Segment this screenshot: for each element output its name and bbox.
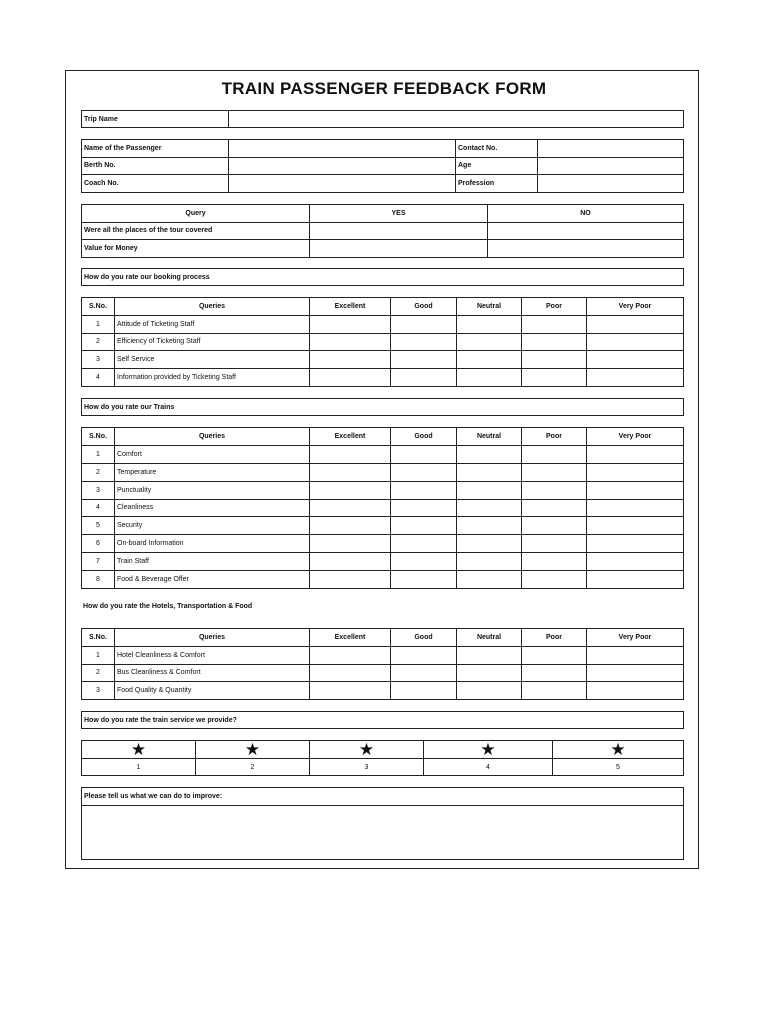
header-excellent: Excellent (310, 298, 391, 316)
rating-cell[interactable] (310, 682, 391, 700)
rating-cell[interactable] (587, 315, 684, 333)
header-excellent: Excellent (310, 428, 391, 446)
table-row (82, 333, 684, 351)
header-sno: S.No. (82, 629, 115, 647)
row-query: Train Staff (115, 553, 310, 571)
table-row (82, 571, 684, 589)
header-sno: S.No. (82, 428, 115, 446)
stars-table (81, 740, 684, 776)
star-number-label: 4 (424, 759, 553, 776)
star-number-label: 2 (196, 759, 310, 776)
rating-cell[interactable] (522, 535, 587, 553)
rating-cell[interactable] (587, 571, 684, 589)
star-option-2[interactable] (196, 741, 310, 759)
profession-field[interactable] (538, 175, 684, 193)
row-query: Self Service (115, 351, 310, 369)
row-number: 4 (82, 499, 115, 517)
rating-cell[interactable] (587, 517, 684, 535)
row-query: Food Quality & Quantity (115, 682, 310, 700)
hotels-table (81, 628, 684, 700)
row-number: 1 (82, 646, 115, 664)
yesno-row-label: Were all the places of the tour covered (82, 222, 310, 240)
rating-cell[interactable] (310, 517, 391, 535)
rating-cell[interactable] (522, 369, 587, 387)
header-poor: Poor (522, 428, 587, 446)
header-excellent: Excellent (310, 629, 391, 647)
hotels-heading: How do you rate the Hotels, Transportation & Food (83, 603, 253, 610)
booking-table (81, 297, 684, 387)
star-icon: ★ (610, 740, 626, 759)
no-cell[interactable] (488, 222, 684, 240)
rating-cell[interactable] (457, 445, 522, 463)
rating-cell[interactable] (391, 646, 457, 664)
coach-field[interactable] (229, 175, 456, 193)
rating-cell[interactable] (522, 553, 587, 571)
trains-table (81, 427, 684, 589)
table-row (82, 682, 684, 700)
rating-cell[interactable] (457, 481, 522, 499)
star-option-4[interactable] (424, 741, 553, 759)
rating-cell[interactable] (457, 463, 522, 481)
header-very-poor: Very Poor (587, 428, 684, 446)
rating-cell[interactable] (391, 333, 457, 351)
row-query: Temperature (115, 463, 310, 481)
coach-label: Coach No. (82, 175, 229, 193)
rating-cell[interactable] (587, 463, 684, 481)
rating-cell[interactable] (457, 646, 522, 664)
trip-name-label: Trip Name (82, 111, 229, 128)
rating-cell[interactable] (522, 333, 587, 351)
header-poor: Poor (522, 629, 587, 647)
yes-cell[interactable] (310, 240, 488, 258)
header-very-poor: Very Poor (587, 298, 684, 316)
rating-cell[interactable] (391, 369, 457, 387)
rating-cell[interactable] (310, 646, 391, 664)
row-number: 4 (82, 369, 115, 387)
table-row (82, 315, 684, 333)
header-queries: Queries (115, 298, 310, 316)
rating-cell[interactable] (522, 682, 587, 700)
rating-cell[interactable] (522, 646, 587, 664)
age-field[interactable] (538, 157, 684, 175)
rating-cell[interactable] (391, 463, 457, 481)
rating-cell[interactable] (522, 571, 587, 589)
rating-cell[interactable] (457, 315, 522, 333)
rating-cell[interactable] (522, 463, 587, 481)
row-number: 6 (82, 535, 115, 553)
row-query: Hotel Cleanliness & Comfort (115, 646, 310, 664)
rating-cell[interactable] (522, 445, 587, 463)
row-number: 2 (82, 664, 115, 682)
table-row (82, 369, 684, 387)
trip-name-field[interactable] (229, 111, 684, 128)
row-number: 2 (82, 463, 115, 481)
rating-cell[interactable] (391, 535, 457, 553)
rating-cell[interactable] (310, 315, 391, 333)
yesno-header-query: Query (82, 205, 310, 223)
rating-cell[interactable] (310, 333, 391, 351)
rating-cell[interactable] (522, 351, 587, 369)
row-number: 3 (82, 351, 115, 369)
header-good: Good (391, 298, 457, 316)
profession-label: Profession (456, 175, 538, 193)
row-number: 1 (82, 445, 115, 463)
contact-field[interactable] (538, 140, 684, 158)
row-query: Information provided by Ticketing Staff (115, 369, 310, 387)
rating-cell[interactable] (522, 499, 587, 517)
improve-textarea[interactable] (81, 805, 684, 860)
row-query: Punctuality (115, 481, 310, 499)
table-row (82, 517, 684, 535)
star-number-label: 3 (310, 759, 424, 776)
service-heading: How do you rate the train service we provide? (81, 711, 684, 729)
rating-cell[interactable] (457, 351, 522, 369)
rating-cell[interactable] (522, 481, 587, 499)
trip-table (81, 110, 684, 128)
rating-cell[interactable] (457, 333, 522, 351)
row-number: 7 (82, 553, 115, 571)
rating-cell[interactable] (522, 315, 587, 333)
improve-heading: Please tell us what we can do to improve: (81, 787, 684, 806)
form-title: TRAIN PASSENGER FEEDBACK FORM (221, 79, 547, 98)
star-option-5[interactable] (553, 741, 684, 759)
row-query: Food & Beverage Offer (115, 571, 310, 589)
header-neutral: Neutral (457, 428, 522, 446)
passenger-table (81, 139, 684, 193)
rating-cell[interactable] (310, 499, 391, 517)
row-query: On-board Information (115, 535, 310, 553)
rating-cell[interactable] (391, 351, 457, 369)
row-query: Attitude of Ticketing Staff (115, 315, 310, 333)
rating-cell[interactable] (457, 535, 522, 553)
star-number-label: 5 (553, 759, 684, 776)
rating-cell[interactable] (391, 682, 457, 700)
row-query: Comfort (115, 445, 310, 463)
row-query: Bus Cleanliness & Comfort (115, 664, 310, 682)
rating-cell[interactable] (587, 553, 684, 571)
star-icon: ★ (480, 740, 496, 759)
row-number: 3 (82, 481, 115, 499)
rating-cell[interactable] (310, 463, 391, 481)
header-neutral: Neutral (457, 298, 522, 316)
rating-cell[interactable] (310, 553, 391, 571)
booking-heading: How do you rate our booking process (81, 268, 684, 286)
rating-cell[interactable] (457, 369, 522, 387)
trains-heading: How do you rate our Trains (81, 398, 684, 416)
rating-cell[interactable] (310, 481, 391, 499)
rating-cell[interactable] (587, 351, 684, 369)
header-queries: Queries (115, 629, 310, 647)
header-sno: S.No. (82, 298, 115, 316)
rating-cell[interactable] (391, 315, 457, 333)
yesno-header-no: NO (488, 205, 684, 223)
row-number: 3 (82, 682, 115, 700)
rating-cell[interactable] (457, 571, 522, 589)
rating-cell[interactable] (457, 499, 522, 517)
rating-cell[interactable] (310, 571, 391, 589)
rating-cell[interactable] (391, 445, 457, 463)
rating-cell[interactable] (457, 517, 522, 535)
berth-label: Berth No. (82, 157, 229, 175)
yesno-header-yes: YES (310, 205, 488, 223)
yesno-row-label: Value for Money (82, 240, 310, 258)
passenger-name-field[interactable] (229, 140, 456, 158)
header-neutral: Neutral (457, 629, 522, 647)
table-row (82, 463, 684, 481)
rating-cell[interactable] (587, 646, 684, 664)
rating-cell[interactable] (391, 481, 457, 499)
berth-field[interactable] (229, 157, 456, 175)
header-very-poor: Very Poor (587, 629, 684, 647)
star-icon: ★ (358, 740, 375, 759)
rating-cell[interactable] (587, 445, 684, 463)
row-number: 1 (82, 315, 115, 333)
rating-cell[interactable] (587, 333, 684, 351)
rating-cell[interactable] (522, 517, 587, 535)
table-row (82, 481, 684, 499)
table-row (82, 499, 684, 517)
contact-label: Contact No. (456, 140, 538, 158)
star-option-3[interactable] (310, 741, 424, 759)
table-row (82, 445, 684, 463)
rating-cell[interactable] (391, 499, 457, 517)
row-number: 8 (82, 571, 115, 589)
rating-cell[interactable] (457, 682, 522, 700)
rating-cell[interactable] (587, 682, 684, 700)
row-query: Security (115, 517, 310, 535)
table-row (82, 553, 684, 571)
passenger-name-label: Name of the Passenger (82, 140, 229, 158)
row-query: Cleanliness (115, 499, 310, 517)
no-cell[interactable] (488, 240, 684, 258)
row-number: 5 (82, 517, 115, 535)
age-label: Age (456, 157, 538, 175)
header-queries: Queries (115, 428, 310, 446)
rating-cell[interactable] (587, 535, 684, 553)
rating-cell[interactable] (391, 664, 457, 682)
rating-cell[interactable] (587, 499, 684, 517)
star-icon: ★ (130, 740, 147, 759)
header-good: Good (391, 428, 457, 446)
row-number: 2 (82, 333, 115, 351)
rating-cell[interactable] (310, 445, 391, 463)
rating-cell[interactable] (457, 553, 522, 571)
yesno-table (81, 204, 684, 258)
header-poor: Poor (522, 298, 587, 316)
star-option-1[interactable] (82, 741, 196, 759)
rating-cell[interactable] (587, 369, 684, 387)
yes-cell[interactable] (310, 222, 488, 240)
row-query: Efficiency of Ticketing Staff (115, 333, 310, 351)
table-row (82, 664, 684, 682)
header-good: Good (391, 629, 457, 647)
table-row (82, 351, 684, 369)
rating-cell[interactable] (310, 369, 391, 387)
star-number-label: 1 (82, 759, 196, 776)
rating-cell[interactable] (310, 351, 391, 369)
rating-cell[interactable] (457, 664, 522, 682)
star-icon: ★ (244, 740, 261, 759)
rating-cell[interactable] (391, 553, 457, 571)
rating-cell[interactable] (391, 517, 457, 535)
rating-cell[interactable] (522, 664, 587, 682)
table-row (82, 646, 684, 664)
table-row (82, 535, 684, 553)
rating-cell[interactable] (391, 571, 457, 589)
rating-cell[interactable] (587, 664, 684, 682)
rating-cell[interactable] (310, 535, 391, 553)
rating-cell[interactable] (587, 481, 684, 499)
rating-cell[interactable] (310, 664, 391, 682)
